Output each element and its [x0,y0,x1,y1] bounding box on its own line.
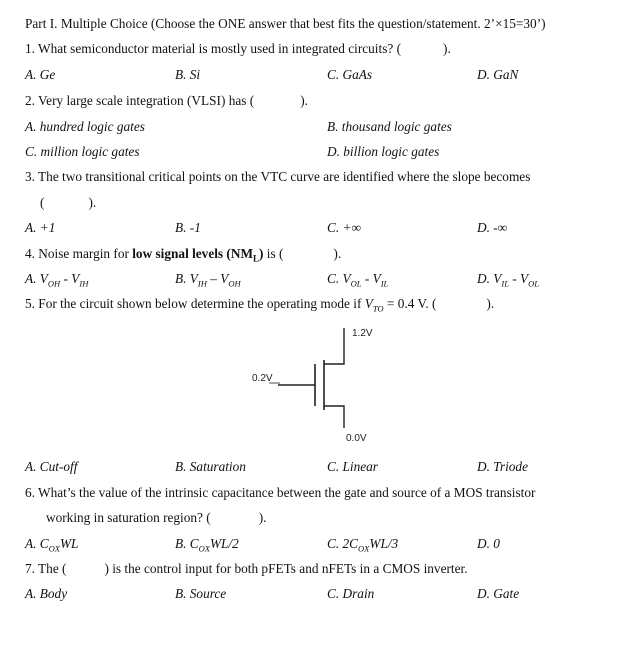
threshold-voltage: $V_{TO}$ [364,296,384,314]
question-7: 7. The ( ) is the control input for both pFETs and nFETs in a CMOS inverter. [25,561,468,576]
q2-option-a[interactable]: A. hundred logic gates [25,119,145,134]
source-wire [324,406,344,428]
source-voltage-label: 0.0V [346,433,367,444]
q3-option-d[interactable]: D. -∞ [477,220,508,235]
question-3-blank: ( ). [40,195,97,210]
q3-option-c[interactable]: C. +∞ [327,220,361,235]
q3-option-a[interactable]: A. +1 [25,220,56,235]
question-4: 4. Noise margin for low signal levels $(NM_L)$ is ( ). [25,246,342,264]
drain-wire [324,328,344,364]
q7-option-c[interactable]: C. Drain [327,586,375,601]
q4-option-c[interactable]: C. $V_{OL} - V_{IL}$ [327,271,389,289]
q5-option-c[interactable]: C. Linear [327,459,378,474]
q6-option-c[interactable]: C. $2C_{OX}WL/3$ [327,536,399,554]
q6-option-b[interactable]: B. $C_{OX}WL/2$ [175,536,239,554]
q1-option-a[interactable]: A. Ge [25,67,56,82]
q3-option-b[interactable]: B. -1 [175,220,201,235]
q6-option-d[interactable]: D. 0 [477,536,500,551]
q5-option-d[interactable]: D. Triode [477,459,528,474]
question-6-stem-cont: working in saturation region? ( ). [46,510,267,525]
gate-voltage-label: 0.2V [252,373,273,384]
question-3-stem: 3. The two transitional critical points on the VTC curve are identified where the slope becomes [25,169,531,184]
q5-option-a[interactable]: A. Cut-off [25,459,78,474]
q7-option-b[interactable]: B. Source [175,586,227,601]
q1-option-b[interactable]: B. Si [175,67,201,82]
section-header: Part I. Multiple Choice (Choose the ONE answer that best fits the question/statement. 2’×15=30’) [25,16,546,31]
q7-option-d[interactable]: D. Gate [477,586,520,601]
question-2-close: ). [300,93,308,108]
nmos-circuit-diagram [240,320,410,445]
question-4-emphasis: low signal levels $(NM_L)$ [132,246,264,264]
q7-option-a[interactable]: A. Body [25,586,68,601]
q2-option-c[interactable]: C. million logic gates [25,144,140,159]
q4-option-b[interactable]: B. $V_{IH} - V_{OH}$ [175,271,241,289]
q6-option-a[interactable]: A. $C_{OX}WL$ [25,536,79,554]
q5-option-b[interactable]: B. Saturation [175,459,246,474]
q2-option-d[interactable]: D. billion logic gates [327,144,440,159]
q4-option-d[interactable]: D. $V_{IL} - V_{OL}$ [477,271,540,289]
question-2-stem: 2. Very large scale integration (VLSI) has ( [25,93,255,108]
q1-option-c[interactable]: C. GaAs [327,67,373,82]
q1-option-d[interactable]: D. GaN [477,67,519,82]
q2-option-b[interactable]: B. thousand logic gates [327,119,452,134]
q4-option-a[interactable]: A. $V_{OH} - V_{IH}$ [25,271,89,289]
question-1 [25,41,451,57]
question-6-stem: 6. What’s the value of the intrinsic capacitance between the gate and source of a MOS transistor [25,485,536,500]
question-1-stem: 1. What semiconductor material is mostly used in integrated circuits? ( [25,41,402,56]
question-1-close: ). [443,41,451,56]
question-2 [25,93,308,109]
question-5: 5. For the circuit shown below determine the operating mode if $V_{TO} = 0.4$ V. ( ). [25,296,495,314]
drain-voltage-label: 1.2V [352,328,373,339]
